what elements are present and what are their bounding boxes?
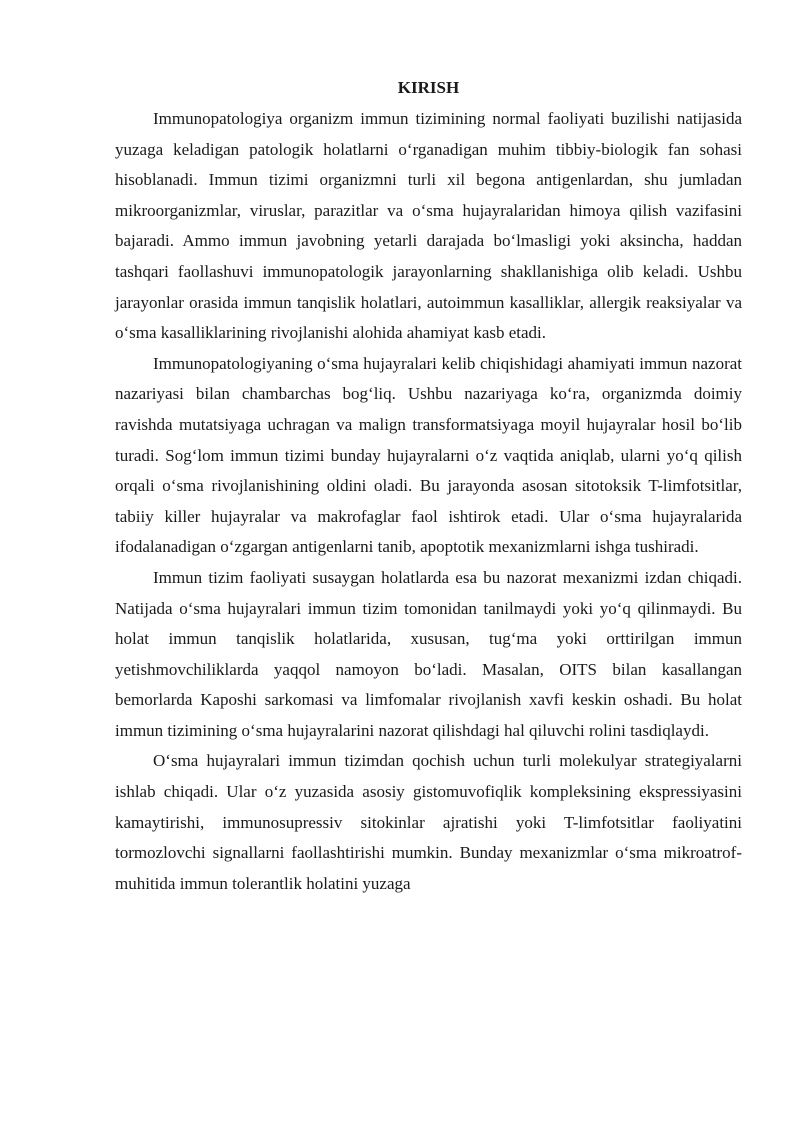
document-page: [115, 74, 742, 899]
paragraph-1: Immunopatologiya organizm immun tizimining normal faoliyati buzilishi natijasida yuzaga keladigan patologik holatlarni o‘rganadigan muhim tibbiy-biologik fan sohasi hisoblanadi. Immun tizimi organizmni turli xil begona antigenlardan, shu jumladan mikroorganizmlar, viruslar, parazitlar va o‘sma hujayralaridan himoya qilish vazifasini bajaradi. Ammo immun javobning yetarli darajada bo‘lmasligi yoki aksincha, haddan tashqari faollashuvi immunopatologik jarayonlarning shakllanishiga olib keladi. Ushbu jarayonlar orasida immun tanqislik holatlari, autoimmun kasalliklar, allergik reaksiyalar va o‘sma kasalliklarining rivojlanishi alohida ahamiyat kasb etadi.: [115, 109, 742, 343]
paragraph-4: O‘sma hujayralari immun tizimdan qochish uchun turli molekulyar strategiyalarni ishlab chiqadi. Ular o‘z yuzasida asosiy gistomuvofiqlik kompleksining ekspressiyasini kamaytirishi, immunosupressiv sitokinlar ajratishi yoki T-limfotsitlar faoliyatini tormozlovchi signallarni faollashtirishi mumkin. Bunday mexanizmlar o‘sma mikroatrof-muhitida immun tolerantlik holatini yuzaga: [115, 751, 742, 893]
document-title: KIRISH: [397, 78, 460, 97]
paragraph-3: Immun tizim faoliyati susaygan holatlarda esa bu nazorat mexanizmi izdan chiqadi. Natijada o‘sma hujayralari immun tizim tomonidan tanilmaydi yoki yo‘q qilinmaydi. Bu holat immun tanqislik holatlarida, xususan, tug‘ma yoki orttirilgan immun yetishmovchiliklarda yaqqol namoyon bo‘ladi. Masalan, OITS bilan kasallangan bemorlarda Kaposhi sarkomasi va limfomalar rivojlanish xavfi keskin oshadi. Bu holat immun tizimining o‘sma hujayralarini nazorat qilishdagi hal qiluvchi rolini tasdiqlaydi.: [115, 567, 742, 740]
paragraph-2: Immunopatologiyaning o‘sma hujayralari kelib chiqishidagi ahamiyati immun nazorat nazariyasi bilan chambarchas bog‘liq. Ushbu nazariyaga ko‘ra, organizmda doimiy ravishda mutatsiyaga uchragan va malign transformatsiyaga moyil hujayralar hosil bo‘lib turadi. Sog‘lom immun tizimi bunday hujayralarni o‘z vaqtida aniqlab, ularni yo‘q qilish orqali o‘sma rivojlanishining oldini oladi. Bu jarayonda asosan sitotoksik T-limfotsitlar, tabiiy killer hujayralar va makrofaglar faol ishtirok etadi. Ular o‘sma hujayralarida ifodalanadigan o‘zgargan antigenlarni tanib, apoptotik mexanizmlarni ishga tushiradi.: [115, 353, 742, 557]
